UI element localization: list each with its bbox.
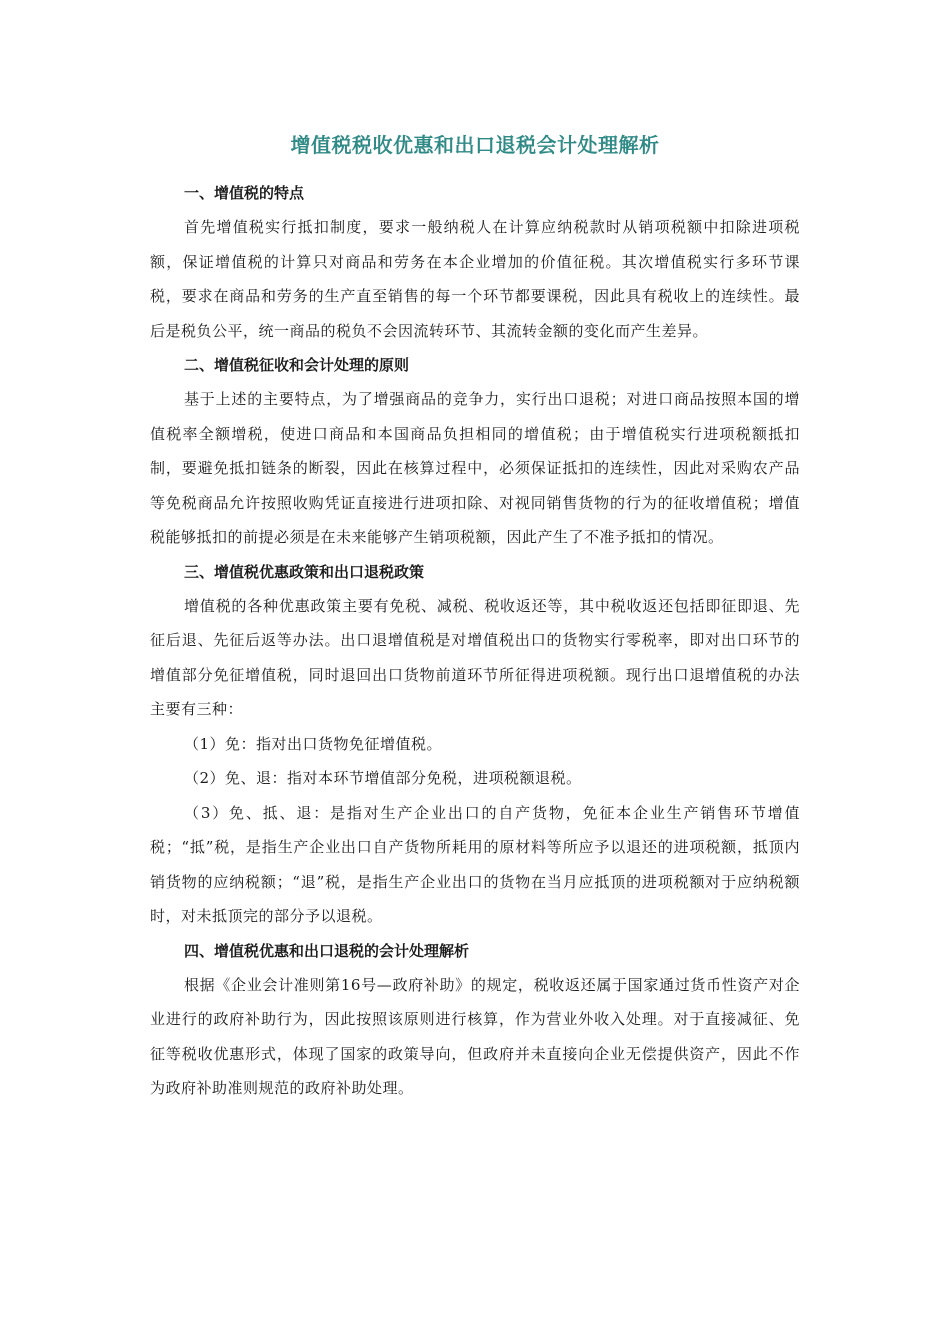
section-features bbox=[150, 176, 800, 348]
body-paragraph: 根据《企业会计准则第16号—政府补助》的规定，税收返还属于国家通过货币性资产对企业进行的政府补助行为，因此按照该原则进行核算，作为营业外收入处理。对于直接减征、免征等税收优惠形式，体现了国家的政策导向，但政府并未直接向企业无偿提供资产，因此不作为政府补助准则规范的政府补助处理。 bbox=[150, 975, 800, 1097]
list-item: （2）免、退：指对本环节增值部分免税，进项税额退税。 bbox=[184, 769, 582, 787]
section-accounting bbox=[150, 934, 800, 1106]
document-page bbox=[150, 128, 800, 1106]
list-item: （3）免、抵、退：是指对生产企业出口的自产货物，免征本企业生产销售环节增值税；“抵”税，是指生产企业出口自产货物所耗用的原材料等所应予以退还的进项税额，抵顶内销货物的应纳税额；“退”税，是指生产企业出口的货物在当月应抵顶的进项税额对于应纳税额时，对未抵顶完的部分予以退税。 bbox=[150, 803, 800, 925]
body-paragraph: 增值税的各种优惠政策主要有免税、减税、税收返还等，其中税收返还包括即征即退、先征后退、先征后返等办法。出口退增值税是对增值税出口的货物实行零税率，即对出口环节的增值部分免征增值税，同时退回出口货物前道环节所征得进项税额。现行出口退增值税的办法主要有三种： bbox=[150, 596, 800, 718]
section-policies bbox=[150, 555, 800, 934]
section-principles bbox=[150, 348, 800, 555]
document-title: 增值税税收优惠和出口退税会计处理解析 bbox=[290, 133, 660, 157]
section-heading: 一、增值税的特点 bbox=[184, 184, 305, 202]
body-paragraph: 基于上述的主要特点，为了增强商品的竞争力，实行出口退税；对进口商品按照本国的增值税率全额增税，使进口商品和本国商品负担相同的增值税；由于增值税实行进项税额抵扣制，要避免抵扣链条的断裂，因此在核算过程中，必须保证抵扣的连续性，因此对采购农产品等免税商品允许按照收购凭证直接进行进项扣除、对视同销售货物的行为的征收增值税；增值税能够抵扣的前提必须是在未来能够产生销项税额，因此产生了不准予抵扣的情况。 bbox=[150, 390, 800, 546]
section-heading: 三、增值税优惠政策和出口退税政策 bbox=[184, 562, 425, 581]
section-heading: 二、增值税征收和会计处理的原则 bbox=[184, 356, 410, 374]
list-item: （1）免：指对出口货物免征增值税。 bbox=[184, 734, 443, 753]
body-paragraph: 首先增值税实行抵扣制度，要求一般纳税人在计算应纳税款时从销项税额中扣除进项税额，保证增值税的计算只对商品和劳务在本企业增加的价值征税。其次增值税实行多环节课税，要求在商品和劳务的生产直至销售的每一个环节都要课税，因此具有税收上的连续性。最后是税负公平，统一商品的税负不会因流转环节、其流转金额的变化而产生差异。 bbox=[150, 218, 800, 340]
section-heading: 四、增值税优惠和出口退税的会计处理解析 bbox=[184, 941, 470, 960]
